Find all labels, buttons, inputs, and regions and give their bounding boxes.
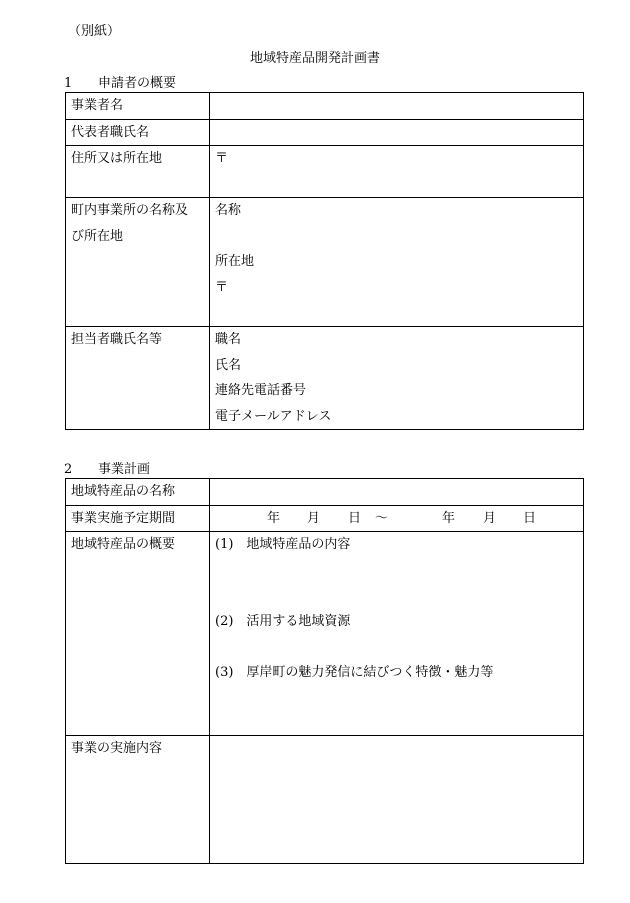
section1-number: 1 [64, 76, 73, 91]
annex-label: （別紙） [68, 24, 121, 39]
representative-label: 代表者職氏名 [66, 119, 210, 146]
contact-field[interactable] [210, 327, 584, 430]
implementation-field[interactable] [210, 736, 584, 864]
contact-label: 担当者職氏名等 [66, 327, 210, 430]
schedule-field[interactable] [210, 505, 584, 532]
representative-field[interactable] [210, 119, 584, 146]
start-year: 年 [267, 510, 281, 526]
overview-label: 地域特産品の概要 [66, 532, 210, 736]
office-name-label: 名称 [215, 203, 242, 218]
range-tilde: ～ [375, 510, 389, 526]
section2-title: 事業計画 [98, 462, 151, 477]
postal-mark: 〒 [215, 151, 229, 166]
address-field[interactable] [210, 146, 584, 198]
office-label-line1: 町内事業所の名称及 [71, 203, 189, 218]
page-title: 地域特産品開発計画書 [249, 51, 380, 66]
office-location-label: 所在地 [215, 254, 255, 269]
schedule-label: 事業実施予定期間 [66, 505, 210, 532]
end-month: 月 [483, 510, 497, 526]
contact-phone-label: 連絡先電話番号 [215, 383, 307, 398]
overview-field[interactable] [210, 532, 584, 736]
office-label [66, 198, 210, 327]
section2-number: 2 [64, 462, 73, 477]
implementation-label: 事業の実施内容 [66, 736, 210, 864]
product-name-field[interactable] [210, 479, 584, 506]
overview-item-3: (3) 厚岸町の魅力発信に結びつく特徴・魅力等 [215, 664, 494, 680]
office-postal-mark: 〒 [215, 279, 229, 295]
business-name-label: 事業者名 [66, 93, 210, 120]
overview-item-2: (2) 活用する地域資源 [215, 613, 351, 629]
contact-position-label: 職名 [215, 332, 242, 347]
overview-item-1: (1) 地域特産品の内容 [215, 537, 351, 552]
address-label: 住所又は所在地 [66, 146, 210, 198]
business-name-field[interactable] [210, 93, 584, 120]
office-field[interactable] [210, 198, 584, 327]
start-month: 月 [307, 510, 321, 526]
contact-email-label: 電子メールアドレス [215, 408, 332, 424]
section1-title: 申請者の概要 [98, 76, 177, 91]
end-day: 日 [523, 510, 537, 526]
end-year: 年 [442, 510, 456, 526]
section2-heading [64, 458, 150, 477]
office-label-line2: び所在地 [71, 228, 124, 244]
plan-table [65, 478, 584, 864]
contact-name-label: 氏名 [215, 357, 242, 373]
start-day: 日 [348, 510, 362, 526]
section1-heading [64, 72, 176, 91]
applicant-table [65, 92, 584, 430]
product-name-label: 地域特産品の名称 [66, 479, 210, 506]
